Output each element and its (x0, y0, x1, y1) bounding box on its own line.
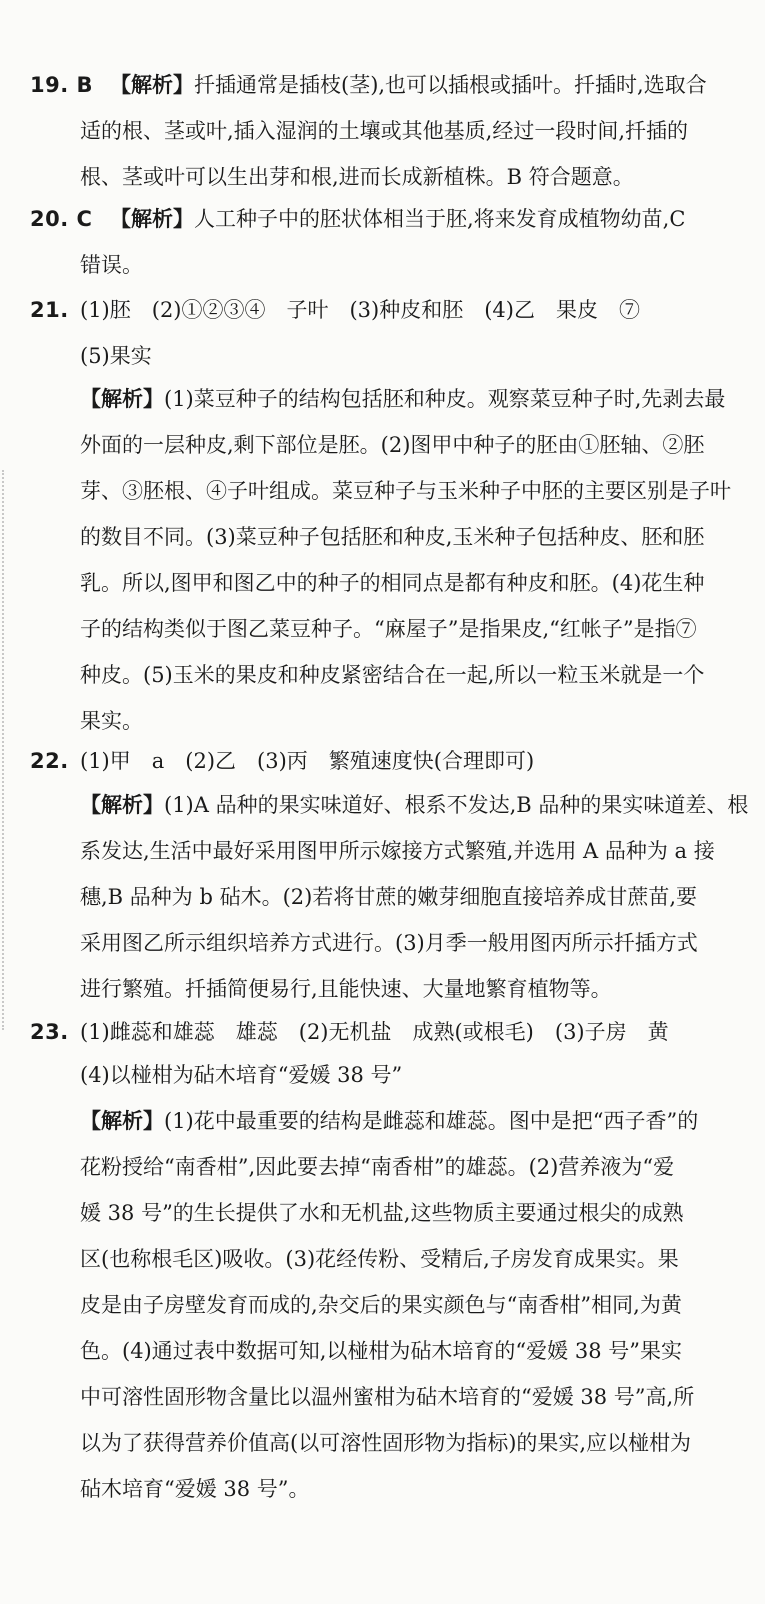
question-22-line-4: 采用图乙所示组织培养方式进行。(3)月季一般用图丙所示扦插方式 (80, 931, 698, 955)
question-22-number: 22. (30, 749, 69, 773)
question-21-line-5: 乳。所以,图甲和图乙中的种子的相同点是都有种皮和胚。(4)花生种 (80, 571, 705, 595)
question-23-line-4: 区(也称根毛区)吸收。(3)花经传粉、受精后,子房发育成果实。果 (80, 1247, 679, 1271)
question-23-line-1 (80, 1106, 750, 1136)
question-20-line-2: 错误。 (80, 253, 143, 277)
question-21-line-2: 外面的一层种皮,剩下部位是胚。(2)图甲中种子的胚由①胚轴、②胚 (80, 433, 705, 457)
question-23-line-6: 色。(4)通过表中数据可知,以椪柑为砧木培育的“爱媛 38 号”果实 (80, 1339, 682, 1363)
question-22-analysis-tag: 【解析】 (80, 793, 164, 817)
question-23-line-2: 花粉授给“南香柑”,因此要去掉“南香柑”的雄蕊。(2)营养液为“爱 (80, 1155, 675, 1179)
question-23-line-8: 以为了获得营养价值高(以可溶性固形物为指标)的果实,应以椪柑为 (80, 1431, 692, 1455)
question-21-line-1 (80, 384, 750, 414)
question-23-analysis-tag: 【解析】 (80, 1109, 164, 1133)
question-19-line-2: 适的根、茎或叶,插入湿润的土壤或其他基质,经过一段时间,扦插的 (80, 119, 689, 143)
question-22-line-1 (80, 790, 750, 820)
question-19-line-3: 根、茎或叶可以生出芽和根,进而长成新植株。B 符合题意。 (80, 165, 634, 189)
question-21-analysis-tag: 【解析】 (80, 387, 164, 411)
question-21-line-3: 芽、③胚根、④子叶组成。菜豆种子与玉米种子中胚的主要区别是子叶 (80, 479, 731, 503)
question-23-text-1: (1)花中最重要的结构是雌蕊和雄蕊。图中是把“西子香”的 (164, 1109, 699, 1133)
question-20-analysis-tag: 【解析】 (110, 207, 194, 231)
question-22-answer-1: (1)甲 a (2)乙 (3)丙 繁殖速度快(合理即可) (80, 749, 535, 773)
question-23-answer-1: (1)雌蕊和雄蕊 雄蕊 (2)无机盐 成熟(或根毛) (3)子房 黄 (80, 1020, 669, 1044)
question-21-line-7: 种皮。(5)玉米的果皮和种皮紧密结合在一起,所以一粒玉米就是一个 (80, 663, 705, 687)
question-23-line-3: 媛 38 号”的生长提供了水和无机盐,这些物质主要通过根尖的成熟 (80, 1201, 684, 1225)
question-22-line-5: 进行繁殖。扦插简便易行,且能快速、大量地繁育植物等。 (80, 977, 612, 1001)
question-22-text-1: (1)A 品种的果实味道好、根系不发达,B 品种的果实味道差、根 (164, 793, 749, 817)
question-21-answer-1: (1)胚 (2)①②③④ 子叶 (3)种皮和胚 (4)乙 果皮 ⑦ (80, 298, 640, 322)
question-19-number: 19. B (30, 73, 94, 97)
question-21-answer-2: (5)果实 (80, 344, 152, 368)
question-23-line-9: 砧木培育“爱媛 38 号”。 (80, 1477, 310, 1501)
question-20-number: 20. C (30, 207, 93, 231)
question-19-analysis-tag: 【解析】 (110, 73, 194, 97)
question-21-line-8: 果实。 (80, 709, 143, 733)
question-23-line-7: 中可溶性固形物含量比以温州蜜柑为砧木培育的“爱媛 38 号”高,所 (80, 1385, 695, 1409)
question-21-line-6: 子的结构类似于图乙菜豆种子。“麻屋子”是指果皮,“红帐子”是指⑦ (80, 617, 697, 641)
question-21-line-4: 的数目不同。(3)菜豆种子包括胚和种皮,玉米种子包括种皮、胚和胚 (80, 525, 705, 549)
question-22-line-3: 穗,B 品种为 b 砧木。(2)若将甘蔗的嫩芽细胞直接培养成甘蔗苗,要 (80, 885, 697, 909)
question-19-line-1 (110, 70, 750, 100)
question-20-line-1 (110, 204, 750, 234)
question-22-line-2: 系发达,生活中最好采用图甲所示嫁接方式繁殖,并选用 A 品种为 a 接 (80, 839, 715, 863)
question-21-number: 21. (30, 298, 69, 322)
question-19-text-1: 扦插通常是插枝(茎),也可以插根或插叶。扦插时,选取合 (194, 73, 707, 97)
question-23-answer-2: (4)以椪柑为砧木培育“爱媛 38 号” (80, 1063, 403, 1087)
question-23-number: 23. (30, 1020, 69, 1044)
question-23-line-5: 皮是由子房壁发育而成的,杂交后的果实颜色与“南香柑”相同,为黄 (80, 1293, 682, 1317)
question-21-text-1: (1)菜豆种子的结构包括胚和种皮。观察菜豆种子时,先剥去最 (164, 387, 726, 411)
question-20-text-1: 人工种子中的胚状体相当于胚,将来发育成植物幼苗,C (194, 207, 686, 231)
binding-margin-dots (2, 470, 6, 1030)
